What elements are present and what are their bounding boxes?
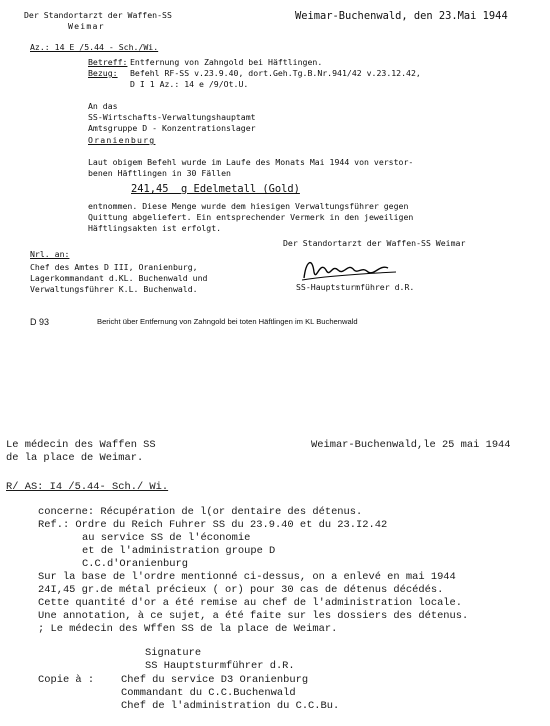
fr-body-line-2: 24I,45 gr.de métal précieux ( or) pour 30 cas de détenus décédés. <box>38 584 444 596</box>
closing-line: Der Standortarzt der Waffen-SS Weimar <box>283 238 466 248</box>
fr-copy-label: Copie à : <box>38 674 95 686</box>
sender-line-2: Weimar <box>68 21 105 31</box>
rank-line: SS-Hauptsturmführer d.R. <box>296 282 415 292</box>
fr-place-date: Weimar-Buchenwald,le 25 mai 1944 <box>311 439 511 451</box>
gold-amount: 241,45 g Edelmetall (Gold) <box>131 183 300 195</box>
fr-ref-line-2: au service SS de l'économie <box>82 532 251 544</box>
fr-body-line-1: Sur la base de l'ordre mentionné ci-dessus, on a enlevé en mai 1944 <box>38 571 456 583</box>
fr-concerne: concerne: Récupération de l(or dentaire des détenus. <box>38 506 363 518</box>
reference: Az.: 14 E /5.44 - Sch./Wi. <box>30 42 159 52</box>
place-date: Weimar-Buchenwald, den 23.Mai 1944 <box>295 10 508 22</box>
nachrichtlich-label: Nrl. an: <box>30 249 70 259</box>
body-line-1: Laut obigem Befehl wurde im Laufe des Monats Mai 1944 von verstor- <box>88 157 414 167</box>
fr-rank: SS Hauptsturmführer d.R. <box>145 660 295 672</box>
body-line-3: entnommen. Diese Menge wurde dem hiesigen Verwaltungsführer gegen <box>88 201 409 211</box>
bezug-line-1: Befehl RF-SS v.23.9.40, dort.Geh.Tg.B.Nr.941/42 v.23.12.42, <box>130 68 421 78</box>
address-line-2: SS-Wirtschafts-Verwaltungshauptamt <box>88 112 256 122</box>
fr-copy-line-3: Chef de l'administration du C.C.Bu. <box>121 700 340 712</box>
fr-body-line-4: Une annotation, à ce sujet, a été faite sur les dossiers des détenus. <box>38 610 469 622</box>
cc-line-2: Lagerkommandant d.KL. Buchenwald und <box>30 273 208 283</box>
address-line-3: Amtsgruppe D - Konzentrationslager <box>88 123 256 133</box>
document-caption: Bericht über Entfernung von Zahngold bei toten Häftlingen im KL Buchenwald <box>97 317 358 326</box>
fr-ref-line-3: et de l'administration groupe D <box>82 545 276 557</box>
fr-copy-line-1: Chef du service D3 Oranienburg <box>121 674 309 686</box>
fr-sender-line-1: Le médecin des Waffen SS <box>6 439 156 451</box>
cc-line-1: Chef des Amtes D III, Oranienburg, <box>30 262 198 272</box>
sender-line-1: Der Standortarzt der Waffen-SS <box>24 10 172 20</box>
fr-sender-line-2: de la place de Weimar. <box>6 452 144 464</box>
fr-ref-line-1: Ref.: Ordre du Reich Fuhrer SS du 23.9.40 et du 23.I2.42 <box>38 519 388 531</box>
address-line-1: An das <box>88 101 118 111</box>
body-line-2: benen Häftlingen in 30 Fällen <box>88 168 231 178</box>
fr-reference: R/ AS: I4 /5.44- Sch./ Wi. <box>6 481 169 493</box>
fr-copy-line-2: Commandant du C.C.Buchenwald <box>121 687 296 699</box>
fr-signature: Signature <box>145 647 202 659</box>
body-line-5: Häftlingsakten ist erfolgt. <box>88 223 222 233</box>
cc-line-3: Verwaltungsführer K.L. Buchenwald. <box>30 284 198 294</box>
betreff-text: Entfernung von Zahngold bei Häftlingen. <box>130 57 323 67</box>
betreff-label: Betreff: <box>88 57 128 67</box>
fr-body-line-3: Cette quantité d'or a été remise au chef de l'administration locale. <box>38 597 463 609</box>
bezug-line-2: D I 1 Az.: 14 e /9/Ot.U. <box>130 79 249 89</box>
document-id: D 93 <box>30 317 50 327</box>
body-line-4: Quittung abgeliefert. Ein entsprechender Vermerk in den jeweiligen <box>88 212 414 222</box>
fr-body-line-5: ; Le médecin des Wffen SS de la place de Weimar. <box>38 623 338 635</box>
address-line-4: Oranienburg <box>88 135 156 145</box>
bezug-label: Bezug: <box>88 68 118 78</box>
fr-ref-line-4: C.C.d'Oranienburg <box>82 558 189 570</box>
